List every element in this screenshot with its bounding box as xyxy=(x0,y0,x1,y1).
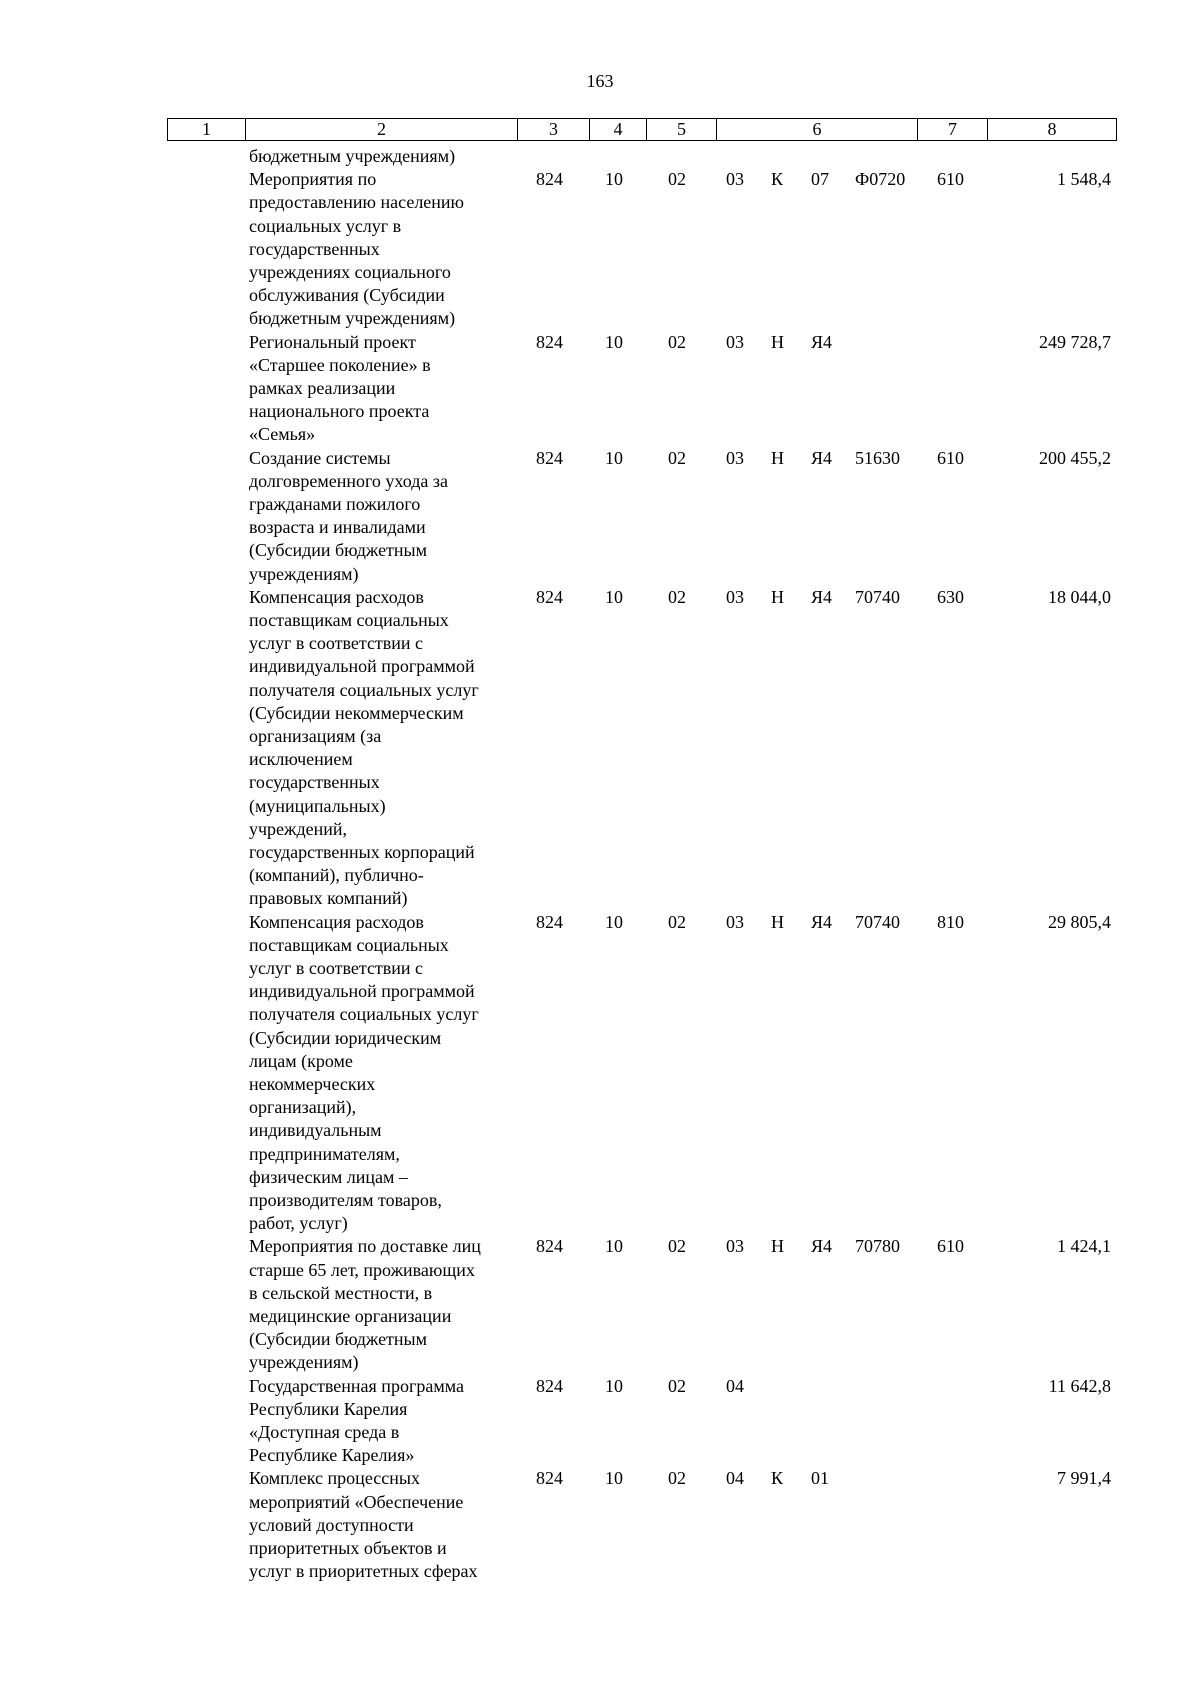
cell-col-3: 824 xyxy=(536,1375,563,1396)
cell-col-6-program: 03 xyxy=(726,331,744,352)
cell-col-2-name xyxy=(249,168,514,330)
cell-col-6-code: 01 xyxy=(811,1468,829,1489)
cell-col-2-name xyxy=(249,586,514,911)
cell-col-8-amount: 1 548,4 xyxy=(1057,169,1111,190)
cell-col-2-name xyxy=(249,447,514,586)
name-line: Компенсация расходов xyxy=(249,911,424,932)
cell-col-6-program: 04 xyxy=(726,1468,744,1489)
cell-col-6-program: 03 xyxy=(726,447,744,468)
cell-col-6-direction: 70740 xyxy=(855,586,900,607)
cell-col-6-type: Н xyxy=(771,1236,784,1257)
cell-col-2-name xyxy=(249,1375,514,1468)
cell-col-8-amount: 249 728,7 xyxy=(1039,331,1111,352)
name-line: бюджетным учреждениям) xyxy=(249,308,456,329)
cell-col-3: 824 xyxy=(536,447,563,468)
cell-col-5: 02 xyxy=(668,1468,686,1489)
cell-col-7: 610 xyxy=(937,1236,964,1257)
cell-col-2-name xyxy=(249,911,514,1236)
name-line: старше 65 лет, проживающих xyxy=(249,1259,475,1280)
name-line: бюджетным учреждениям) xyxy=(249,146,456,166)
name-line: медицинские организации xyxy=(249,1306,452,1326)
cell-col-4: 10 xyxy=(605,1236,623,1257)
name-line: предпринимателям, xyxy=(249,1143,400,1164)
cell-col-6-code: Я4 xyxy=(811,911,833,932)
name-line: услуг в приоритетных сферах xyxy=(249,1561,478,1582)
name-line: производителям товаров, xyxy=(249,1190,442,1211)
cell-col-4: 10 xyxy=(605,331,623,352)
cell-col-6-type: Н xyxy=(771,911,784,932)
cell-col-4: 10 xyxy=(605,586,623,607)
name-line: Мероприятия по xyxy=(249,169,377,190)
cell-col-7: 810 xyxy=(937,911,964,932)
name-line: Республике Карелия» xyxy=(249,1445,415,1466)
cell-col-2-name xyxy=(249,331,514,447)
cell-col-7: 630 xyxy=(937,586,964,607)
name-line: (Субсидии некоммерческим xyxy=(249,702,464,723)
cell-col-6-code: Я4 xyxy=(811,586,833,607)
name-line: учреждениям) xyxy=(249,563,359,584)
name-line: организациям (за xyxy=(249,726,382,747)
name-line: возраста и инвалидами xyxy=(249,517,426,538)
cell-col-6-type: К xyxy=(771,169,784,190)
cell-col-3: 824 xyxy=(536,911,563,932)
cell-col-6-program: 03 xyxy=(726,586,744,607)
name-line: получателя социальных услуг xyxy=(249,1004,479,1025)
name-line: организаций), xyxy=(249,1097,357,1118)
name-line: (муниципальных) xyxy=(249,795,386,816)
cell-col-4: 10 xyxy=(605,1375,623,1396)
cell-col-8-amount: 1 424,1 xyxy=(1057,1236,1111,1257)
column-header-5: 5 xyxy=(647,119,717,141)
cell-col-5: 02 xyxy=(668,1236,686,1257)
cell-col-8-amount: 11 642,8 xyxy=(1048,1375,1111,1396)
cell-col-5: 02 xyxy=(668,447,686,468)
cell-col-6-type: Н xyxy=(771,586,784,607)
name-line: Создание системы xyxy=(249,447,391,468)
name-line: гражданами пожилого xyxy=(249,494,421,514)
cell-col-6-type: Н xyxy=(771,447,784,468)
name-line: некоммерческих xyxy=(249,1074,376,1095)
name-line: Республики Карелия xyxy=(249,1398,408,1419)
name-line: рамках реализации xyxy=(249,378,396,398)
cell-col-6-direction: 70740 xyxy=(855,911,900,932)
name-line: лицам (кроме xyxy=(249,1050,353,1071)
name-line: Региональный проект xyxy=(249,331,416,352)
column-header-1: 1 xyxy=(168,119,246,141)
cell-col-4: 10 xyxy=(605,447,623,468)
name-line: «Старшее поколение» в xyxy=(249,354,431,375)
cell-col-4: 10 xyxy=(605,1468,623,1489)
cell-col-6-code: Я4 xyxy=(811,1236,833,1257)
name-line: (Субсидии юридическим xyxy=(249,1027,442,1048)
cell-col-6-code: 07 xyxy=(811,169,829,190)
name-line: индивидуальным xyxy=(249,1120,382,1141)
name-line: государственных xyxy=(249,238,380,259)
name-line: индивидуальной программой xyxy=(249,656,475,677)
name-line: (компаний), публично- xyxy=(249,865,424,886)
cell-col-4: 10 xyxy=(605,911,623,932)
name-line: мероприятий «Обеспечение xyxy=(249,1491,464,1512)
name-line: физическим лицам – xyxy=(249,1166,408,1187)
cell-col-6-program: 03 xyxy=(726,1236,744,1257)
cell-col-6-program: 04 xyxy=(726,1375,744,1396)
cell-col-2-name xyxy=(249,145,514,168)
name-line: работ, услуг) xyxy=(249,1213,348,1234)
column-header-6: 6 xyxy=(717,119,918,141)
cell-col-5: 02 xyxy=(668,911,686,932)
name-line: Комплекс процессных xyxy=(249,1468,420,1489)
name-line: Государственная программа xyxy=(249,1375,464,1396)
name-line: национального проекта xyxy=(249,401,430,422)
name-line: поставщикам социальных xyxy=(249,934,449,955)
cell-col-6-program: 03 xyxy=(726,169,744,190)
name-line: социальных услуг в xyxy=(249,215,402,236)
name-line: Компенсация расходов xyxy=(249,586,424,607)
cell-col-5: 02 xyxy=(668,586,686,607)
name-line: поставщикам социальных xyxy=(249,610,449,630)
cell-col-2-name xyxy=(249,1235,514,1374)
name-line: обслуживания (Субсидии xyxy=(249,285,445,306)
cell-col-5: 02 xyxy=(668,169,686,190)
cell-col-6-code: Я4 xyxy=(811,447,833,468)
name-line: учреждениях социального xyxy=(249,262,451,282)
name-line: в сельской местности, в xyxy=(249,1282,433,1303)
page-number: 163 xyxy=(586,71,614,91)
cell-col-7: 610 xyxy=(937,169,964,190)
cell-col-8-amount: 200 455,2 xyxy=(1039,447,1111,468)
name-line: приоритетных объектов и xyxy=(249,1538,447,1558)
column-header-4: 4 xyxy=(590,119,647,141)
cell-col-6-type: Н xyxy=(771,331,784,352)
cell-col-6-program: 03 xyxy=(726,911,744,932)
name-line: государственных корпораций xyxy=(249,842,475,863)
name-line: правовых компаний) xyxy=(249,888,408,909)
cell-col-6-code: Я4 xyxy=(811,331,833,352)
name-line: государственных xyxy=(249,772,380,793)
name-line: «Семья» xyxy=(249,424,316,445)
cell-col-3: 824 xyxy=(536,331,563,352)
name-line: услуг в соответствии с xyxy=(249,633,424,654)
column-header-8: 8 xyxy=(988,119,1117,141)
name-line: (Субсидии бюджетным xyxy=(249,1329,428,1350)
column-header-2: 2 xyxy=(246,119,518,141)
cell-col-2-name xyxy=(249,1467,514,1583)
name-line: Мероприятия по доставке лиц xyxy=(249,1236,481,1257)
cell-col-8-amount: 29 805,4 xyxy=(1048,911,1111,932)
cell-col-3: 824 xyxy=(536,169,563,190)
cell-col-6-direction: 51630 xyxy=(855,447,900,468)
name-line: долговременного ухода за xyxy=(249,470,448,491)
name-line: условий доступности xyxy=(249,1514,414,1535)
column-header-row xyxy=(167,118,1117,141)
name-line: (Субсидии бюджетным xyxy=(249,540,428,561)
name-line: услуг в соответствии с xyxy=(249,958,424,978)
cell-col-5: 02 xyxy=(668,1375,686,1396)
cell-col-6-direction: Ф0720 xyxy=(855,169,906,190)
name-line: учреждений, xyxy=(249,818,348,839)
cell-col-3: 824 xyxy=(536,1236,563,1257)
column-header-7: 7 xyxy=(918,119,988,141)
cell-col-3: 824 xyxy=(536,1468,563,1489)
column-header-3: 3 xyxy=(518,119,590,141)
cell-col-6-direction: 70780 xyxy=(855,1236,900,1257)
name-line: исключением xyxy=(249,749,353,770)
cell-col-7: 610 xyxy=(937,447,964,468)
cell-col-8-amount: 18 044,0 xyxy=(1048,586,1111,607)
cell-col-4: 10 xyxy=(605,169,623,190)
name-line: «Доступная среда в xyxy=(249,1422,400,1442)
cell-col-6-type: К xyxy=(771,1468,784,1489)
name-line: получателя социальных услуг xyxy=(249,679,479,700)
name-line: предоставлению населению xyxy=(249,192,465,213)
cell-col-3: 824 xyxy=(536,586,563,607)
name-line: индивидуальной программой xyxy=(249,981,475,1002)
cell-col-5: 02 xyxy=(668,331,686,352)
cell-col-8-amount: 7 991,4 xyxy=(1057,1468,1111,1489)
name-line: учреждениям) xyxy=(249,1352,359,1373)
